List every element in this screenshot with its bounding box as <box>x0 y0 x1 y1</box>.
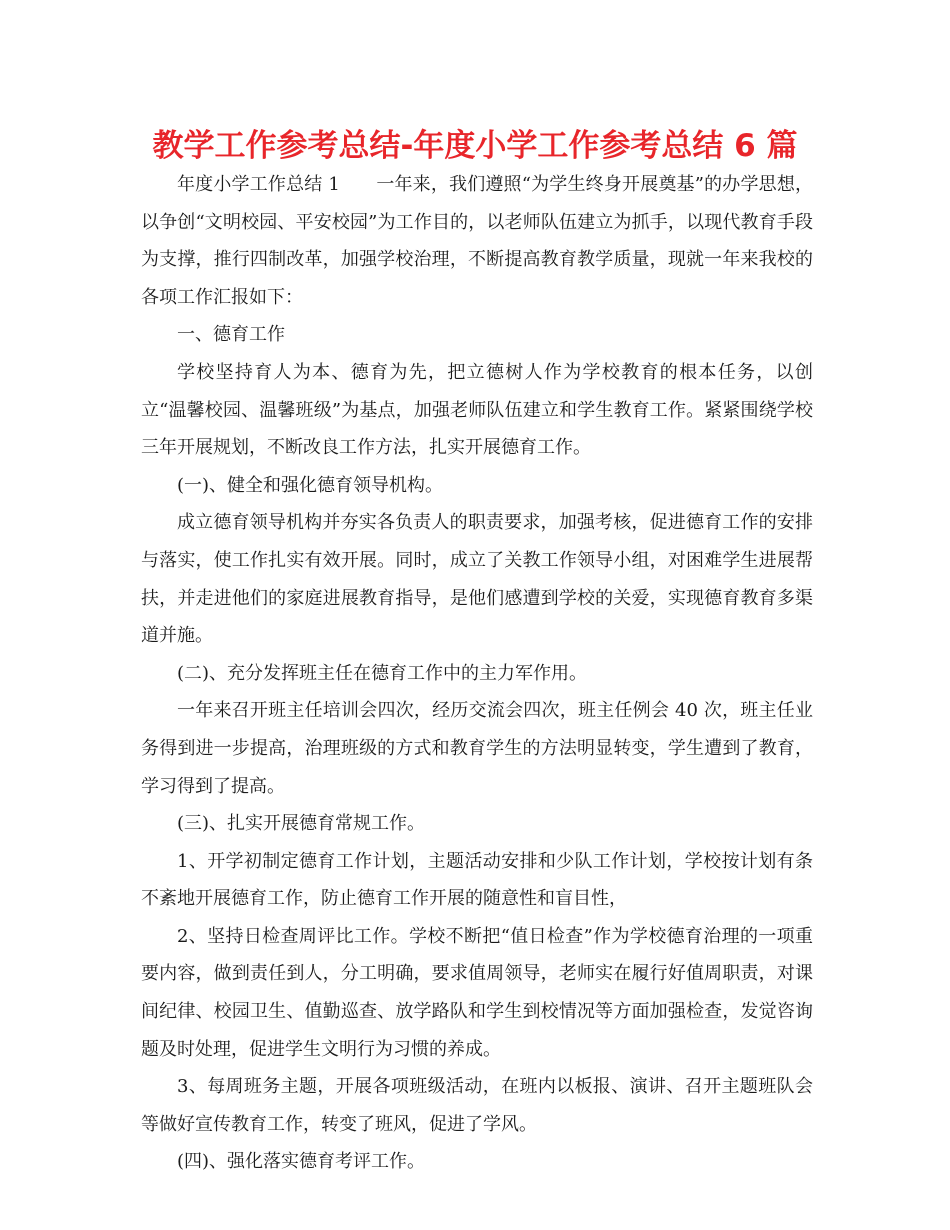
document-title: 教学工作参考总结-年度小学工作参考总结 6 篇 <box>152 128 798 164</box>
subsection-heading-3: (三)、扎实开展德育常规工作。 <box>177 813 426 835</box>
paragraph-class-teachers: 一年来召开班主任培训会四次，经历交流会四次，班主任例会 40 次，班主任业务得到进一步提高，治理班级的方式和教育学生的方法明显转变，学生遭到了教育，学习得到了提高。 <box>141 700 813 797</box>
section-heading-moral-education: 一、德育工作 <box>177 324 285 346</box>
paragraph-moral-education: 学校坚持育人为本、德育为先，把立德树人作为学校教育的根本任务，以创立“温馨校园、温馨班级”为基点，加强老师队伍建立和学生教育工作。紧紧围绕学校三年开展规划，不断改良工作方法，扎实开展德育工作。 <box>141 361 813 459</box>
document-body <box>141 166 813 1181</box>
subsection-heading-1: (一)、健全和强化德育领导机构。 <box>177 474 444 496</box>
paragraph-weekly-theme: 3、每周班务主题，开展各项班级活动，在班内以板报、演讲、召开主题班队会等做好宣传教育工作，转变了班风，促进了学风。 <box>141 1076 813 1135</box>
paragraph-daily-check: 2、坚持日检查周评比工作。学校不断把“值日检查”作为学校德育治理的一项重要内容，做到责任到人，分工明确，要求值周领导，老师实在履行好值周职责，对课间纪律、校园卫生、值勤巡查、放学路队和学生到校情况等方面加强检查，发觉咨询题及时处理，促进学生文明行为习惯的养成。 <box>141 925 813 1060</box>
subsection-heading-4: (四)、强化落实德育考评工作。 <box>177 1151 426 1173</box>
paragraph-leadership: 成立德育领导机构并夯实各负责人的职责要求，加强考核，促进德育工作的安排与落实，使工作扎实有效开展。同时，成立了关教工作领导小组，对困难学生进展帮扶，并走进他们的家庭进展教育指导，是他们感遭到学校的关爱，实现德育教育多渠道并施。 <box>141 512 813 647</box>
paragraph-intro: 年度小学工作总结 1 一年来，我们遵照“为学生终身开展奠基”的办学思想，以争创“文明校园、平安校园”为工作目的，以老师队伍建立为抓手，以现代教育手段为支撑，推行四制改革，加强学校治理，不断提高教育教学质量，现就一年来我校的各项工作汇报如下： <box>141 174 813 308</box>
subsection-heading-2: (二)、充分发挥班主任在德育工作中的主力军作用。 <box>177 662 588 684</box>
paragraph-plan: 1、开学初制定德育工作计划，主题活动安排和少队工作计划，学校按计划有条不紊地开展德育工作，防止德育工作开展的随意性和盲目性， <box>141 850 813 910</box>
